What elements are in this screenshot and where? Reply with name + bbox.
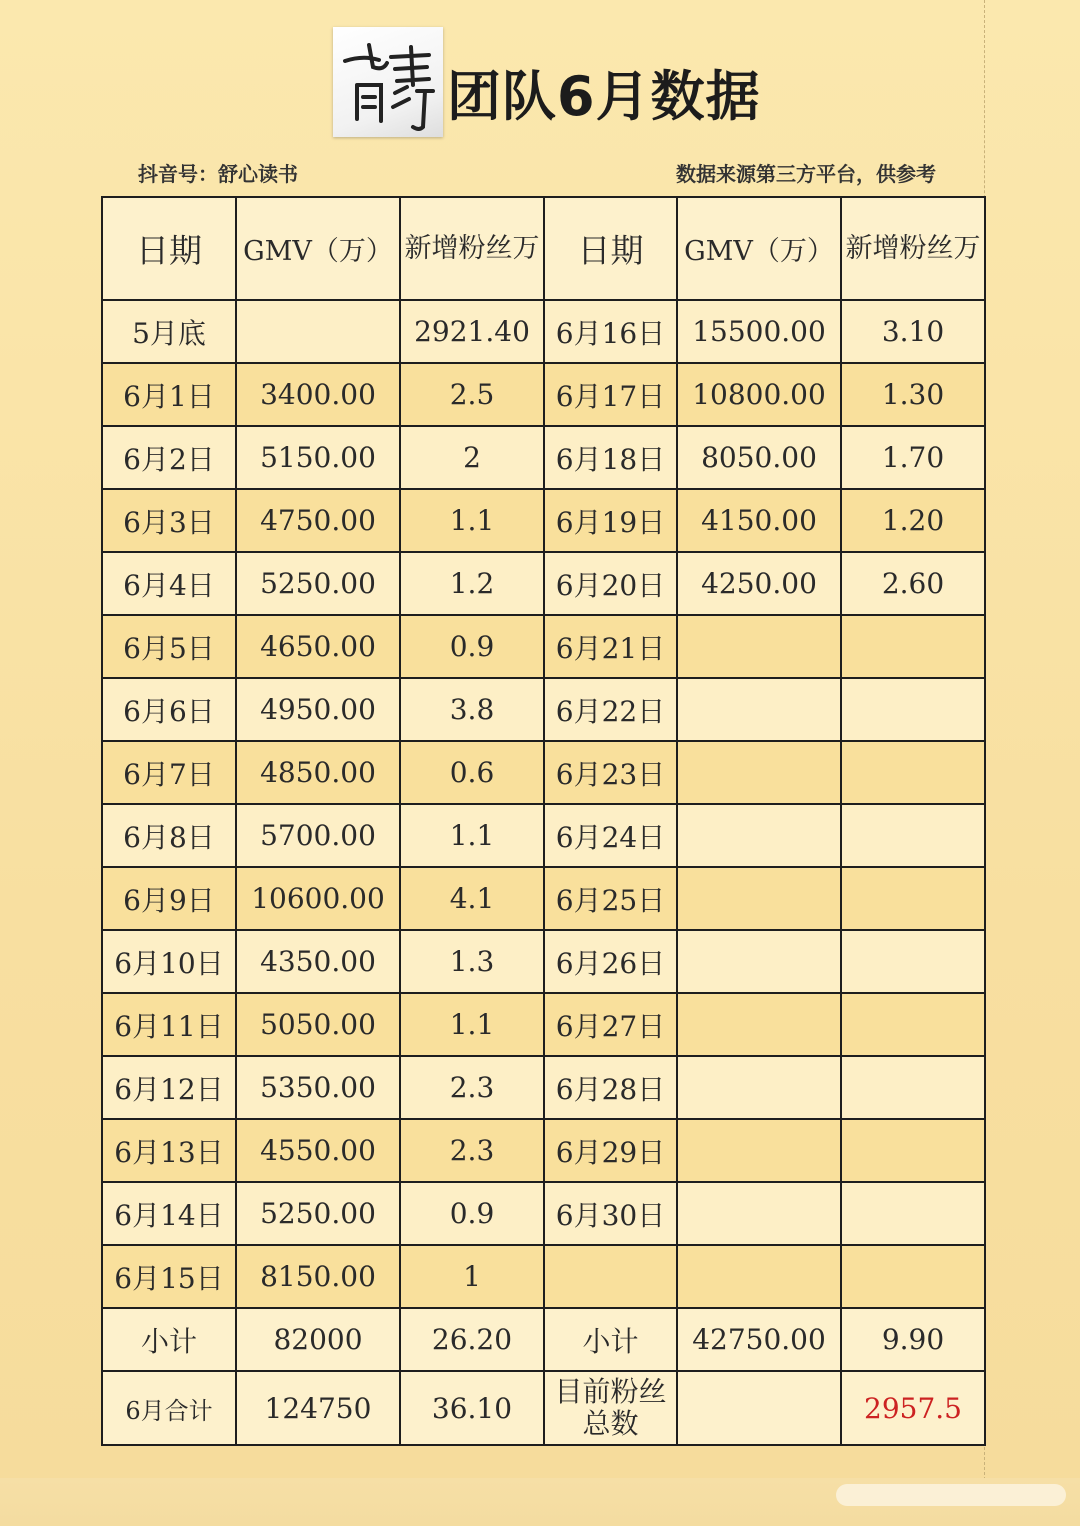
cell-gmv-left: 5250.00 [236, 552, 400, 615]
cell-gmv-right: 8050.00 [677, 426, 841, 489]
cell-fans-left: 4.1 [400, 867, 544, 930]
cell-gmv-right [677, 993, 841, 1056]
cell-gmv-left: 5250.00 [236, 1182, 400, 1245]
cell-date-left: 6月14日 [102, 1182, 236, 1245]
cell-date-right: 6月27日 [544, 993, 677, 1056]
cell-gmv-left: 3400.00 [236, 363, 400, 426]
table-row [102, 1056, 985, 1119]
cell-date-left: 6月4日 [102, 552, 236, 615]
table-row [102, 930, 985, 993]
cell-gmv-left: 4350.00 [236, 930, 400, 993]
cell-fans-left: 2 [400, 426, 544, 489]
cell-gmv-right: 15500.00 [677, 300, 841, 363]
cell-date-right: 6月29日 [544, 1119, 677, 1182]
cell-fans-right: 1.30 [841, 363, 985, 426]
header-fans-right: 新增粉丝万 [841, 197, 985, 300]
cell-date-left: 6月5日 [102, 615, 236, 678]
cell-fans-right: 1.20 [841, 489, 985, 552]
cell-date-left: 6月9日 [102, 867, 236, 930]
cell-fans-left: 1 [400, 1245, 544, 1308]
cell-fans-left: 1.1 [400, 993, 544, 1056]
cell-gmv-right [677, 867, 841, 930]
cell-gmv-right: 4250.00 [677, 552, 841, 615]
data-table [101, 196, 986, 1446]
cell-date-left: 6月12日 [102, 1056, 236, 1119]
cell-fans-left: 0.9 [400, 1182, 544, 1245]
cell-date-right: 6月24日 [544, 804, 677, 867]
cell-fans-left: 0.9 [400, 615, 544, 678]
cell-date-right [544, 1245, 677, 1308]
cell-fans-left: 2.3 [400, 1119, 544, 1182]
cell-gmv-right [677, 1245, 841, 1308]
header-gmv-right: GMV（万） [677, 197, 841, 300]
header-gmv-left: GMV（万） [236, 197, 400, 300]
cell-date-left: 6月10日 [102, 930, 236, 993]
cell-gmv-right: 10800.00 [677, 363, 841, 426]
cell-fans-right [841, 867, 985, 930]
cell-fans-left: 2921.40 [400, 300, 544, 363]
cell-date-right: 6月18日 [544, 426, 677, 489]
cell-fans-right: 2.60 [841, 552, 985, 615]
table-row [102, 993, 985, 1056]
cell-date-right: 6月20日 [544, 552, 677, 615]
logo-calligraphy-icon [333, 27, 443, 137]
cell-gmv-right [677, 678, 841, 741]
header-date-left: 日期 [102, 197, 236, 300]
total-label: 6月合计 [102, 1371, 236, 1445]
cell-gmv-right [677, 1056, 841, 1119]
table-row [102, 552, 985, 615]
current-fans-label: 目前粉丝总数 [544, 1371, 677, 1445]
cell-date-right: 6月26日 [544, 930, 677, 993]
cell-fans-right [841, 804, 985, 867]
cell-date-left: 6月11日 [102, 993, 236, 1056]
cell-fans-left: 0.6 [400, 741, 544, 804]
cell-gmv-left: 5150.00 [236, 426, 400, 489]
cell-gmv-left: 4550.00 [236, 1119, 400, 1182]
table-row [102, 615, 985, 678]
table-row [102, 867, 985, 930]
cell-fans-left: 1.2 [400, 552, 544, 615]
cell-gmv-left: 8150.00 [236, 1245, 400, 1308]
cell-date-left: 6月13日 [102, 1119, 236, 1182]
total-row [102, 1371, 985, 1445]
cell-gmv-right [677, 1119, 841, 1182]
cell-fans-left: 2.5 [400, 363, 544, 426]
current-fans-gmv [677, 1371, 841, 1445]
cell-date-right: 6月28日 [544, 1056, 677, 1119]
cell-fans-right [841, 993, 985, 1056]
cell-gmv-left: 5050.00 [236, 993, 400, 1056]
cell-gmv-left: 10600.00 [236, 867, 400, 930]
cell-date-right: 6月19日 [544, 489, 677, 552]
table-row [102, 1182, 985, 1245]
watermark [836, 1484, 1066, 1506]
cell-gmv-left: 5700.00 [236, 804, 400, 867]
cell-date-left: 5月底 [102, 300, 236, 363]
cell-date-right: 6月30日 [544, 1182, 677, 1245]
account-label: 抖音号：舒心读书 [138, 162, 298, 186]
cell-date-right: 6月25日 [544, 867, 677, 930]
table-row [102, 489, 985, 552]
cell-fans-right [841, 741, 985, 804]
total-fans: 36.10 [400, 1371, 544, 1445]
cell-date-left: 6月15日 [102, 1245, 236, 1308]
cell-fans-right [841, 1182, 985, 1245]
subtotal-row [102, 1308, 985, 1371]
cell-gmv-right [677, 804, 841, 867]
cell-fans-left: 1.1 [400, 489, 544, 552]
cell-gmv-left: 5350.00 [236, 1056, 400, 1119]
cell-date-left: 6月7日 [102, 741, 236, 804]
cell-fans-left: 1.1 [400, 804, 544, 867]
table-row [102, 363, 985, 426]
header-fans-left: 新增粉丝万 [400, 197, 544, 300]
cell-date-left: 6月1日 [102, 363, 236, 426]
table-row [102, 678, 985, 741]
subtotal-fans-right: 9.90 [841, 1308, 985, 1371]
cell-fans-left: 2.3 [400, 1056, 544, 1119]
cell-date-right: 6月23日 [544, 741, 677, 804]
cell-date-right: 6月16日 [544, 300, 677, 363]
cell-fans-right: 3.10 [841, 300, 985, 363]
cell-gmv-left: 4850.00 [236, 741, 400, 804]
cell-gmv-right [677, 741, 841, 804]
cell-date-left: 6月8日 [102, 804, 236, 867]
cell-date-left: 6月6日 [102, 678, 236, 741]
subtotal-label-right: 小计 [544, 1308, 677, 1371]
cell-gmv-right: 4150.00 [677, 489, 841, 552]
page-title: 团队6月数据 [447, 65, 761, 128]
cell-gmv-right [677, 930, 841, 993]
table-row [102, 804, 985, 867]
cell-fans-right: 1.70 [841, 426, 985, 489]
cell-fans-right [841, 1245, 985, 1308]
source-note: 数据来源第三方平台，供参考 [676, 162, 936, 186]
total-gmv: 124750 [236, 1371, 400, 1445]
current-fans-total: 2957.5 [841, 1371, 985, 1445]
cell-date-right: 6月17日 [544, 363, 677, 426]
subtotal-fans-left: 26.20 [400, 1308, 544, 1371]
cell-fans-left: 3.8 [400, 678, 544, 741]
logo [333, 27, 443, 137]
cell-fans-right [841, 1119, 985, 1182]
cell-gmv-left: 4950.00 [236, 678, 400, 741]
header-date-right: 日期 [544, 197, 677, 300]
cell-fans-right [841, 615, 985, 678]
table-row [102, 300, 985, 363]
subtotal-gmv-right: 42750.00 [677, 1308, 841, 1371]
cell-gmv-left: 4650.00 [236, 615, 400, 678]
cell-date-left: 6月3日 [102, 489, 236, 552]
cell-gmv-right [677, 615, 841, 678]
cell-fans-right [841, 678, 985, 741]
cell-fans-right [841, 1056, 985, 1119]
cell-date-right: 6月21日 [544, 615, 677, 678]
cell-gmv-left [236, 300, 400, 363]
subtotal-gmv-left: 82000 [236, 1308, 400, 1371]
cell-gmv-left: 4750.00 [236, 489, 400, 552]
cell-date-right: 6月22日 [544, 678, 677, 741]
cell-gmv-right [677, 1182, 841, 1245]
table-body [102, 300, 985, 1308]
table-row [102, 1245, 985, 1308]
cell-date-left: 6月2日 [102, 426, 236, 489]
cell-fans-right [841, 930, 985, 993]
subtotal-label-left: 小计 [102, 1308, 236, 1371]
table-row [102, 426, 985, 489]
table-row [102, 741, 985, 804]
header-row [102, 197, 985, 300]
cell-fans-left: 1.3 [400, 930, 544, 993]
table-row [102, 1119, 985, 1182]
